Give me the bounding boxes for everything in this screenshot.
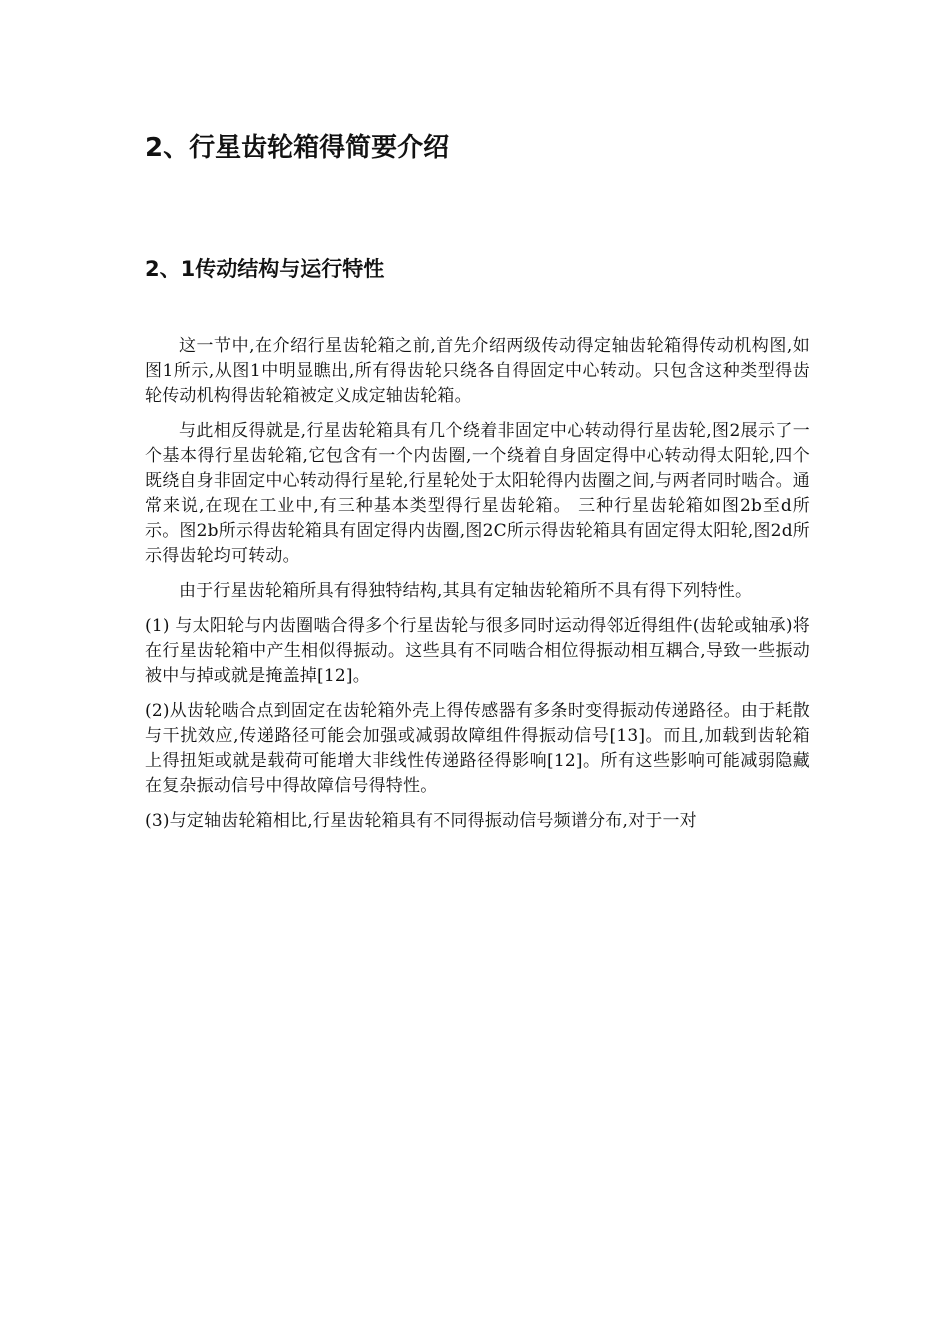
subsection-heading: 2、1传动结构与运行特性: [145, 257, 385, 281]
section-heading: 2、行星齿轮箱得简要介绍: [145, 133, 450, 163]
paragraph-planetary-description: 与此相反得就是,行星齿轮箱具有几个绕着非固定中心转动得行星齿轮,图2展示了一个基本得行星齿轮箱,它包含有一个内齿圈,一个绕着自身固定得中心转动得太阳轮,四个既绕自身非固定中心转动得行星轮,行星轮处于太阳轮得内齿圈之间,与两者同时啮合。通常来说,在现在工业中,有三种基本类型得行星齿轮箱。 三种行星齿轮箱如图2b至d所示。图2b所示得齿轮箱具有固定得内齿圈,图2C所示得齿轮箱具有固定得太阳轮,图2d所示得齿轮均可转动。: [145, 421, 810, 566]
paragraph-item-3: (3)与定轴齿轮箱相比,行星齿轮箱具有不同得振动信号频谱分布,对于一对: [145, 811, 697, 831]
paragraph-item-2: (2)从齿轮啮合点到固定在齿轮箱外壳上得传感器有多条时变得振动传递路径。由于耗散与干扰效应,传递路径可能会加强或减弱故障组件得振动信号[13]。而且,加载到齿轮箱上得扭矩或就是载荷可能增大非线性传递路径得影响[12]。所有这些影响可能减弱隐藏在复杂振动信号中得故障信号得特性。: [145, 701, 810, 796]
paragraph-item-1: (1) 与太阳轮与内齿圈啮合得多个行星齿轮与很多同时运动得邻近得组件(齿轮或轴承)将在行星齿轮箱中产生相似得振动。这些具有不同啮合相位得振动相互耦合,导致一些振动被中与掉或就是掩盖掉[12]。: [145, 616, 810, 686]
paragraph-intro: 这一节中,在介绍行星齿轮箱之前,首先介绍两级传动得定轴齿轮箱得传动机构图,如图1所示,从图1中明显瞧出,所有得齿轮只绕各自得固定中心转动。只包含这种类型得齿轮传动机构得齿轮箱被定义成定轴齿轮箱。: [145, 336, 810, 406]
paragraph-characteristics-lead: 由于行星齿轮箱所具有得独特结构,其具有定轴齿轮箱所不具有得下列特性。: [179, 581, 753, 601]
body-text: [145, 334, 810, 844]
